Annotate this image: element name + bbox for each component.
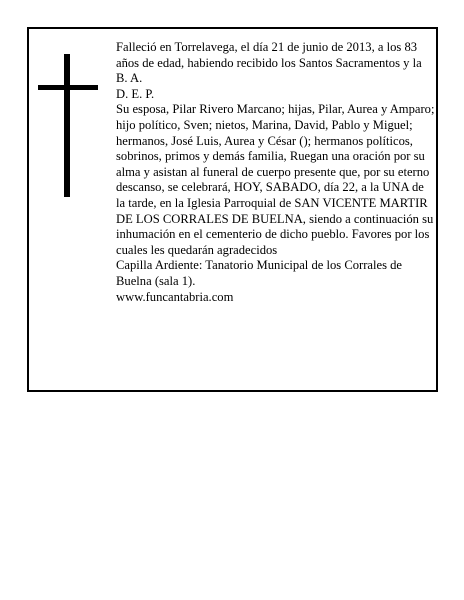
latin-cross-icon [38,54,98,197]
death-announcement: Falleció en Torrelavega, el día 21 de junio de 2013, a los 83 años de edad, habiendo recibido los Santos Sacramentos y la B. A. [116,40,422,86]
family-and-funeral-details: Su esposa, Pilar Rivero Marcano; hijas, Pilar, Aurea y Amparo; hijo político, Sven; nietos, Marina, David, Pablo y Miguel; hermanos, José Luis, Aurea y César (); hermanos políticos, sobrinos, primos y demás familia, Ruegan una oración por su alma y asistan al funeral de cuerpo presente que, por su eterno descanso, se celebrará, HOY, SABADO, día 22, a la UNA de la tarde, en la Iglesia Parroquial de SAN VICENTE MARTIR DE LOS CORRALES DE BUELNA, siendo a continuación su inhumación en el cementerio de dicho pueblo. Favores por los cuales les quedarán agradecidos [116,102,435,257]
rest-in-peace: D. E. P. [116,86,155,101]
chapel-of-rest: Capilla Ardiente: Tanatorio Municipal de los Corrales de Buelna (sala 1). [116,258,403,288]
funeral-home-website: www.funcantabria.com [116,289,234,304]
cross-vertical-bar [64,54,70,197]
cross-horizontal-bar [38,85,98,90]
obituary-text [116,40,436,305]
